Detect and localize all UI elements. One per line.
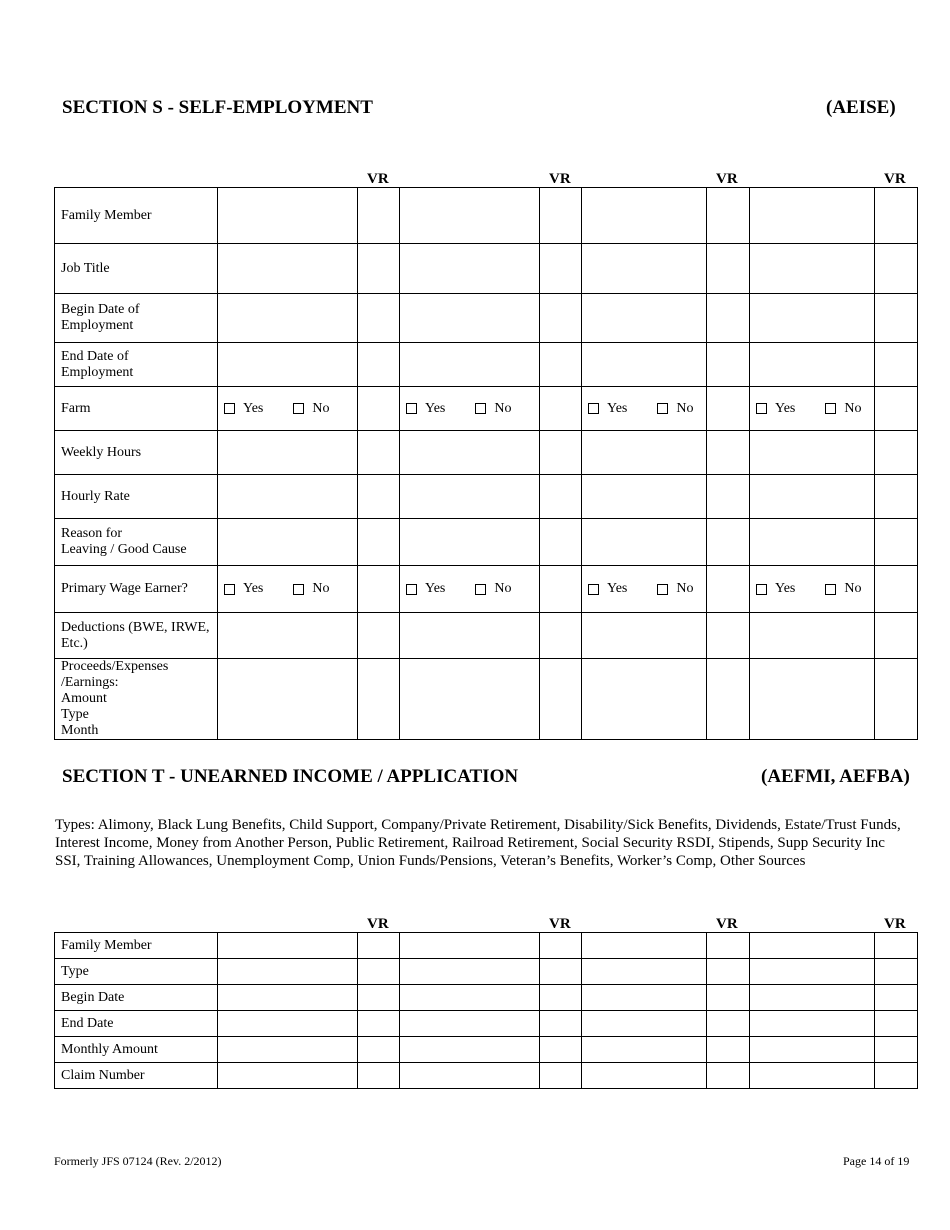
vr-cell[interactable] — [875, 431, 918, 475]
entry-cell[interactable] — [218, 1011, 358, 1037]
vr-cell[interactable] — [358, 613, 400, 659]
row-label: End Date — [55, 1011, 218, 1037]
row-label: Family Member — [55, 188, 218, 244]
entry-cell[interactable] — [582, 959, 707, 985]
vr-cell[interactable] — [540, 519, 582, 566]
entry-cell[interactable] — [582, 343, 707, 387]
row-label: Hourly Rate — [55, 475, 218, 519]
entry-cell[interactable] — [218, 1063, 358, 1089]
yes-label: Yes — [607, 400, 628, 416]
no-label: No — [494, 400, 512, 416]
section-s-code: (AEISE) — [826, 97, 896, 118]
entry-cell[interactable] — [400, 519, 540, 566]
yes-checkbox[interactable] — [756, 403, 767, 414]
vr-cell[interactable] — [540, 613, 582, 659]
entry-cell[interactable] — [400, 343, 540, 387]
no-checkbox[interactable] — [475, 584, 486, 595]
entry-cell[interactable] — [218, 475, 358, 519]
table-row — [55, 566, 918, 613]
row-label: Type — [55, 959, 218, 985]
table-row — [55, 475, 918, 519]
vr-cell[interactable] — [540, 244, 582, 294]
entry-cell[interactable] — [400, 244, 540, 294]
yes-label: Yes — [425, 400, 446, 416]
vr-label: VR — [716, 171, 738, 187]
section-s-title: SECTION S - SELF-EMPLOYMENT — [62, 97, 373, 118]
entry-cell[interactable] — [582, 244, 707, 294]
vr-cell[interactable] — [358, 294, 400, 343]
entry-cell[interactable] — [750, 933, 875, 959]
vr-cell[interactable] — [540, 959, 582, 985]
entry-cell[interactable] — [218, 188, 358, 244]
vr-cell[interactable] — [875, 959, 918, 985]
vr-cell[interactable] — [875, 475, 918, 519]
yes-label: Yes — [425, 581, 446, 596]
vr-cell[interactable] — [540, 1063, 582, 1089]
no-label: No — [676, 400, 694, 416]
table-row — [55, 1063, 918, 1089]
vr-label: VR — [549, 916, 571, 932]
entry-cell[interactable] — [218, 244, 358, 294]
entry-cell[interactable] — [400, 959, 540, 985]
table-row — [55, 244, 918, 294]
entry-cell[interactable] — [582, 659, 707, 740]
vr-cell[interactable] — [358, 1063, 400, 1089]
entry-cell[interactable] — [400, 188, 540, 244]
entry-cell[interactable] — [582, 1037, 707, 1063]
row-label: Begin Date of Employment — [55, 294, 218, 343]
vr-cell[interactable] — [540, 294, 582, 343]
entry-cell[interactable] — [582, 985, 707, 1011]
vr-cell[interactable] — [358, 431, 400, 475]
yes-no-cell — [582, 387, 707, 431]
entry-cell[interactable] — [750, 613, 875, 659]
no-checkbox[interactable] — [657, 584, 668, 595]
vr-cell[interactable] — [707, 244, 750, 294]
vr-cell[interactable] — [540, 1037, 582, 1063]
vr-cell[interactable] — [707, 613, 750, 659]
yes-checkbox[interactable] — [406, 403, 417, 414]
vr-cell[interactable] — [707, 343, 750, 387]
vr-cell[interactable] — [358, 188, 400, 244]
entry-cell[interactable] — [582, 475, 707, 519]
yes-no-cell — [400, 566, 540, 613]
vr-cell[interactable] — [358, 519, 400, 566]
row-label: Begin Date — [55, 985, 218, 1011]
table-row — [55, 343, 918, 387]
yes-label: Yes — [243, 400, 264, 416]
entry-cell[interactable] — [750, 343, 875, 387]
entry-cell[interactable] — [218, 985, 358, 1011]
entry-cell[interactable] — [218, 959, 358, 985]
table-row — [55, 431, 918, 475]
entry-cell[interactable] — [400, 431, 540, 475]
no-checkbox[interactable] — [657, 403, 668, 414]
entry-cell[interactable] — [750, 188, 875, 244]
table-row — [55, 933, 918, 959]
vr-cell[interactable] — [358, 659, 400, 740]
row-label: Family Member — [55, 933, 218, 959]
no-checkbox[interactable] — [293, 403, 304, 414]
unearned-income-table — [54, 932, 918, 1089]
entry-cell[interactable] — [400, 1037, 540, 1063]
yes-no-cell — [218, 566, 358, 613]
vr-cell[interactable] — [875, 1063, 918, 1089]
entry-cell[interactable] — [400, 659, 540, 740]
section-t-code: (AEFMI, AEFBA) — [761, 766, 910, 787]
entry-cell[interactable] — [750, 985, 875, 1011]
vr-cell[interactable] — [707, 566, 750, 613]
vr-cell[interactable] — [540, 659, 582, 740]
no-checkbox[interactable] — [475, 403, 486, 414]
vr-cell[interactable] — [875, 613, 918, 659]
entry-cell[interactable] — [750, 1037, 875, 1063]
vr-cell[interactable] — [875, 659, 918, 740]
row-label: Job Title — [55, 244, 218, 294]
vr-cell[interactable] — [540, 475, 582, 519]
yes-no-cell — [750, 566, 875, 613]
table-row — [55, 294, 918, 343]
row-label: Farm — [55, 387, 218, 431]
no-label: No — [494, 581, 512, 596]
table-row — [55, 659, 918, 740]
vr-cell[interactable] — [540, 387, 582, 431]
entry-cell[interactable] — [218, 1037, 358, 1063]
vr-cell[interactable] — [707, 1011, 750, 1037]
vr-cell[interactable] — [358, 933, 400, 959]
entry-cell[interactable] — [750, 1011, 875, 1037]
row-label: Monthly Amount — [55, 1037, 218, 1063]
entry-cell[interactable] — [218, 613, 358, 659]
table-row — [55, 387, 918, 431]
entry-cell[interactable] — [218, 431, 358, 475]
entry-cell[interactable] — [400, 985, 540, 1011]
vr-cell[interactable] — [707, 387, 750, 431]
entry-cell[interactable] — [750, 519, 875, 566]
vr-cell[interactable] — [358, 1011, 400, 1037]
vr-cell[interactable] — [875, 985, 918, 1011]
vr-cell[interactable] — [875, 1037, 918, 1063]
form-number: Formerly JFS 07124 (Rev. 2/2012) — [54, 1154, 222, 1168]
entry-cell[interactable] — [582, 188, 707, 244]
vr-label: VR — [884, 171, 906, 187]
entry-cell[interactable] — [582, 933, 707, 959]
no-label: No — [312, 400, 330, 416]
row-label: Deductions (BWE, IRWE, Etc.) — [55, 613, 218, 659]
entry-cell[interactable] — [750, 294, 875, 343]
no-checkbox[interactable] — [825, 584, 836, 595]
entry-cell[interactable] — [218, 659, 358, 740]
no-checkbox[interactable] — [293, 584, 304, 595]
row-label: Proceeds/Expenses /Earnings: Amount Type Month — [55, 659, 218, 740]
table-row — [55, 188, 918, 244]
row-label: Reason for Leaving / Good Cause — [55, 519, 218, 566]
entry-cell[interactable] — [750, 959, 875, 985]
vr-cell[interactable] — [875, 519, 918, 566]
income-types-text: Types: Alimony, Black Lung Benefits, Child Support, Company/Private Retirement, Disability/Sick Benefits, Dividends, Estate/Trust Funds, Interest Income, Money from Another Person, Public Retirement, Railroad Retirement, Social Security RSDI, Stipends, Supp Security Inc SSI, Training Allowances, Unemployment Comp, Union Funds/Pensions, Veteran’s Benefits, Worker’s Comp, Other Sources — [55, 817, 901, 869]
vr-cell[interactable] — [358, 566, 400, 613]
yes-checkbox[interactable] — [224, 584, 235, 595]
vr-label: VR — [716, 916, 738, 932]
entry-cell[interactable] — [400, 1063, 540, 1089]
entry-cell[interactable] — [400, 933, 540, 959]
no-label: No — [844, 400, 862, 416]
vr-cell[interactable] — [540, 188, 582, 244]
table-row — [55, 959, 918, 985]
yes-checkbox[interactable] — [406, 584, 417, 595]
vr-cell[interactable] — [358, 387, 400, 431]
entry-cell[interactable] — [582, 519, 707, 566]
yes-no-cell — [400, 387, 540, 431]
table-row — [55, 985, 918, 1011]
vr-cell[interactable] — [540, 431, 582, 475]
vr-cell[interactable] — [540, 985, 582, 1011]
yes-label: Yes — [775, 400, 796, 416]
vr-cell[interactable] — [358, 959, 400, 985]
yes-label: Yes — [243, 581, 264, 596]
vr-label: VR — [367, 916, 389, 932]
entry-cell[interactable] — [582, 1063, 707, 1089]
no-label: No — [844, 581, 862, 596]
entry-cell[interactable] — [218, 933, 358, 959]
entry-cell[interactable] — [582, 613, 707, 659]
entry-cell[interactable] — [750, 431, 875, 475]
entry-cell[interactable] — [582, 1011, 707, 1037]
vr-label: VR — [549, 171, 571, 187]
vr-cell[interactable] — [707, 1063, 750, 1089]
vr-cell[interactable] — [875, 244, 918, 294]
vr-cell[interactable] — [540, 343, 582, 387]
vr-cell[interactable] — [358, 343, 400, 387]
yes-label: Yes — [775, 581, 796, 596]
vr-cell[interactable] — [707, 985, 750, 1011]
entry-cell[interactable] — [400, 1011, 540, 1037]
vr-cell[interactable] — [540, 1011, 582, 1037]
yes-checkbox[interactable] — [588, 584, 599, 595]
vr-cell[interactable] — [875, 343, 918, 387]
table-row — [55, 613, 918, 659]
no-label: No — [312, 581, 330, 596]
vr-cell[interactable] — [358, 1037, 400, 1063]
vr-cell[interactable] — [358, 244, 400, 294]
entry-cell[interactable] — [750, 244, 875, 294]
vr-cell[interactable] — [358, 475, 400, 519]
table-row — [55, 1011, 918, 1037]
vr-cell[interactable] — [707, 1037, 750, 1063]
entry-cell[interactable] — [400, 613, 540, 659]
entry-cell[interactable] — [750, 475, 875, 519]
entry-cell[interactable] — [750, 1063, 875, 1089]
yes-no-cell — [582, 566, 707, 613]
no-label: No — [676, 581, 694, 596]
vr-cell[interactable] — [540, 566, 582, 613]
entry-cell[interactable] — [218, 294, 358, 343]
yes-no-cell — [750, 387, 875, 431]
entry-cell[interactable] — [218, 343, 358, 387]
entry-cell[interactable] — [582, 294, 707, 343]
entry-cell[interactable] — [218, 519, 358, 566]
yes-no-cell — [218, 387, 358, 431]
vr-label: VR — [884, 916, 906, 932]
entry-cell[interactable] — [400, 475, 540, 519]
entry-cell[interactable] — [400, 294, 540, 343]
vr-cell[interactable] — [875, 1011, 918, 1037]
section-t-title: SECTION T - UNEARNED INCOME / APPLICATION — [62, 766, 519, 787]
self-employment-table — [54, 187, 918, 740]
vr-cell[interactable] — [707, 659, 750, 740]
yes-checkbox[interactable] — [588, 403, 599, 414]
vr-cell[interactable] — [875, 188, 918, 244]
table-row — [55, 1037, 918, 1063]
vr-cell[interactable] — [707, 475, 750, 519]
row-label: End Date of Employment — [55, 343, 218, 387]
page-number: Page 14 of 19 — [843, 1154, 910, 1168]
row-label: Claim Number — [55, 1063, 218, 1089]
vr-cell[interactable] — [707, 431, 750, 475]
yes-checkbox[interactable] — [756, 584, 767, 595]
vr-cell[interactable] — [875, 294, 918, 343]
table-row — [55, 519, 918, 566]
vr-cell[interactable] — [707, 294, 750, 343]
vr-cell[interactable] — [875, 387, 918, 431]
yes-label: Yes — [607, 581, 628, 596]
yes-checkbox[interactable] — [224, 403, 235, 414]
vr-cell[interactable] — [540, 933, 582, 959]
vr-cell[interactable] — [707, 188, 750, 244]
vr-cell[interactable] — [707, 933, 750, 959]
row-label: Primary Wage Earner? — [55, 566, 218, 613]
vr-cell[interactable] — [707, 959, 750, 985]
entry-cell[interactable] — [582, 431, 707, 475]
vr-cell[interactable] — [875, 933, 918, 959]
vr-label: VR — [367, 171, 389, 187]
vr-cell[interactable] — [358, 985, 400, 1011]
vr-cell[interactable] — [707, 519, 750, 566]
no-checkbox[interactable] — [825, 403, 836, 414]
entry-cell[interactable] — [750, 659, 875, 740]
vr-cell[interactable] — [875, 566, 918, 613]
row-label: Weekly Hours — [55, 431, 218, 475]
